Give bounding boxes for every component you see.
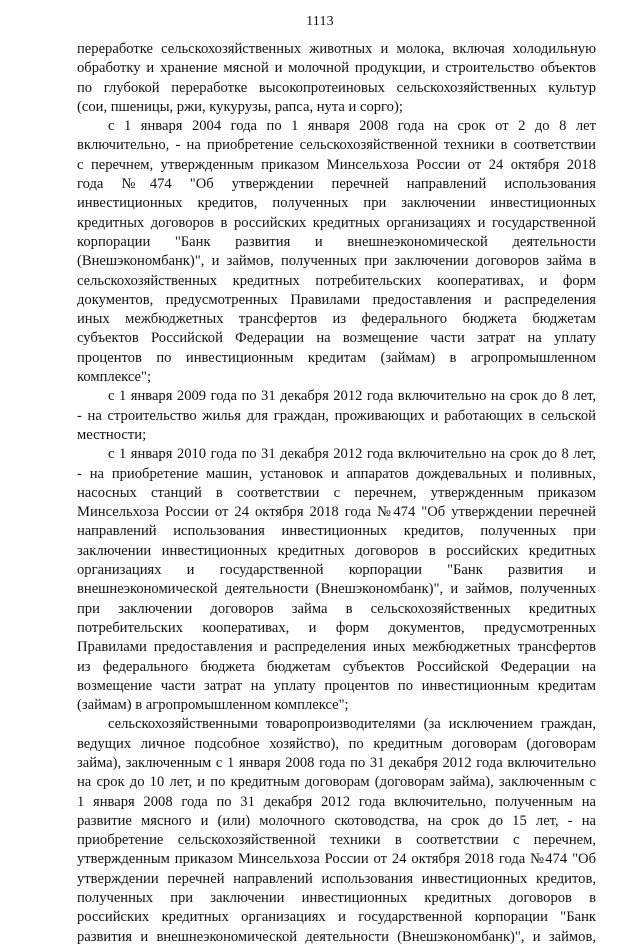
text-line: Минсельхоза России от 24 октября 2018 года №474 "Об утверждении перечней — [77, 504, 596, 521]
text-line: комплексе"; — [77, 369, 152, 386]
text-line: года №474 "Об утверждении перечней направлений использования — [77, 176, 596, 193]
text-line: местности; — [77, 426, 147, 443]
text-line: с перечнем, утвержденным приказом Минсельхоза России от 24 октября 2018 — [77, 156, 596, 173]
text-line: инвестиционных кредитов, полученных при заключении инвестиционных — [77, 195, 596, 212]
text-line: организациях и государственной корпорации "Банк развития и — [77, 562, 596, 579]
text-line: приобретение сельскохозяйственной техники в соответствии с перечнем, — [77, 832, 596, 849]
text-line: при заключении договоров займа в сельскохозяйственных кредитных — [77, 600, 596, 617]
text-line: утвержденным приказом Минсельхоза России от 24 октября 2018 года №474 "Об — [77, 851, 596, 868]
text-line: насосных станций в соответствии с перечнем, утвержденным приказом — [77, 484, 596, 501]
text-line: сельскохозяйственными товаропроизводителями (за исключением граждан, — [108, 716, 596, 733]
text-line: российских кредитных организациях и государственной корпорации "Банк — [77, 909, 596, 926]
text-line: ведущих личное подсобное хозяйство), по кредитным договорам (договорам — [77, 735, 596, 752]
text-line: сельскохозяйственных кредитных потребительских кооперативах, и форм — [77, 272, 596, 289]
text-line: переработке сельскохозяйственных животных и молока, включая холодильную — [77, 41, 596, 57]
text-line: из федерального бюджета бюджетам субъектов Российской Федерации на — [77, 658, 596, 675]
text-line: с 1 января 2009 года по 31 декабря 2012 года включительно на срок до 8 лет, — [108, 388, 596, 405]
text-line: (займам) в агропромышленном комплексе"; — [77, 697, 349, 714]
text-line: займа), заключенным с 1 января 2008 года по 31 декабря 2012 года включительно — [77, 754, 596, 771]
page-number: 1113 — [306, 14, 334, 29]
text-line: развития и внешнеэкономической деятельности (Внешэкономбанк)", и займов, — [77, 928, 596, 945]
text-line: на срок до 10 лет, и по кредитным договорам (договорам займа), заключенным с — [77, 774, 596, 791]
text-line: с 1 января 2004 года по 1 января 2008 года на срок от 2 до 8 лет — [108, 118, 596, 135]
text-line: (Внешэкономбанк)", и займов, полученных при заключении договоров займа в — [77, 253, 596, 270]
text-line: документов, предусмотренных Правилами предоставления и распределения — [77, 291, 596, 308]
text-line: внешнеэкономической деятельности (Внешэкономбанк)", и займов, полученных — [77, 581, 596, 598]
text-line: кредитных договоров в российских кредитных организациях и государственной — [77, 214, 596, 231]
text-line: иных межбюджетных трансфертов из федерального бюджета бюджетам — [77, 311, 596, 328]
text-line: включительно, - на приобретение сельскохозяйственной техники в соответствии — [77, 137, 596, 154]
text-line: 1 января 2008 года по 31 декабря 2012 года включительно, полученным на — [77, 793, 596, 810]
text-line: Правилами предоставления и распределения иных межбюджетных трансфертов — [77, 639, 596, 656]
text-line: субъектов Российской Федерации на возмещение части затрат на уплату — [77, 330, 596, 347]
text-line: направлений использования инвестиционных кредитов, полученных при — [77, 523, 596, 540]
text-line: обработку и хранение мясной и молочной продукции, и строительство объектов — [77, 60, 596, 77]
text-line: заключении инвестиционных кредитных договоров в российских кредитных — [77, 542, 596, 559]
body-text — [77, 40, 596, 947]
text-line: полученных при заключении инвестиционных кредитных договоров в — [77, 890, 596, 907]
text-line: развитие мясного и (или) молочного скотоводства, на срок до 15 лет, - на — [77, 812, 596, 829]
text-line: утверждении перечней направлений использования инвестиционных кредитов, — [77, 870, 596, 887]
text-line: с 1 января 2010 года по 31 декабря 2012 года включительно на срок до 8 лет, — [108, 446, 596, 463]
text-line: - на строительство жилья для граждан, проживающих и работающих в сельской — [77, 407, 596, 424]
text-line: по глубокой переработке высокопротеиновых сельскохозяйственных культур — [77, 79, 596, 96]
text-line: корпорации "Банк развития и внешнеэкономической деятельности — [77, 233, 596, 250]
text-line: - на приобретение машин, установок и аппаратов дождевальных и поливных, — [77, 465, 596, 482]
text-line: (сои, пшеницы, ржи, кукурузы, рапса, нута и сорго); — [77, 98, 403, 115]
text-line: потребительских кооперативах, и форм документов, предусмотренных — [77, 619, 596, 636]
text-line: процентов по инвестиционным кредитам (займам) в агропромышленном — [77, 349, 596, 366]
text-line: возмещение части затрат на уплату процентов по инвестиционным кредитам — [77, 677, 596, 694]
